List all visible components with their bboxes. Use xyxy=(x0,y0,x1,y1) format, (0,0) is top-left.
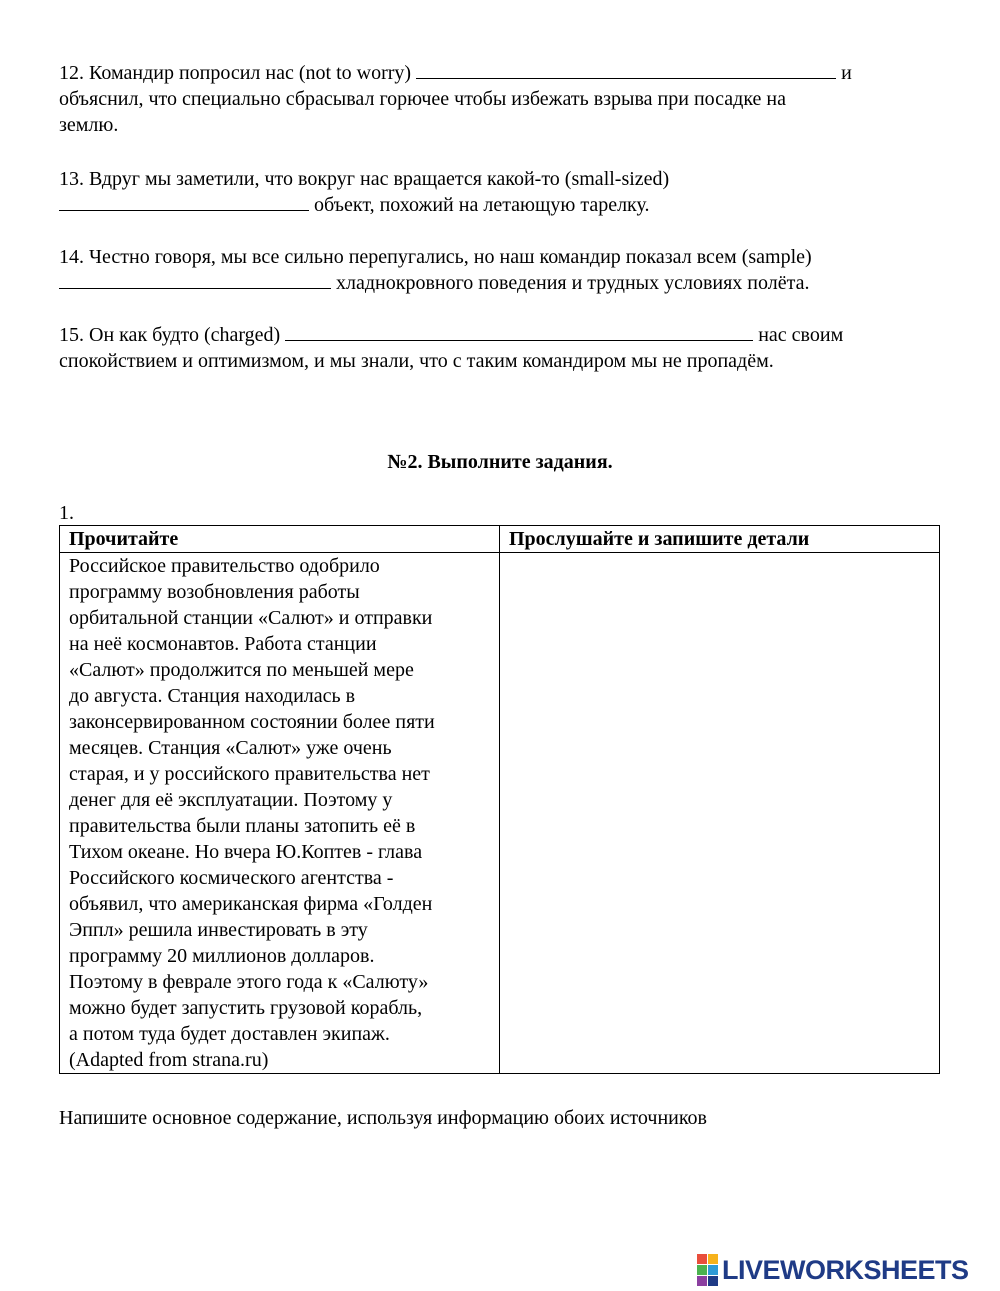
read-text-line: программу возобновления работы xyxy=(69,581,360,603)
read-text-line: Российское правительство одобрило xyxy=(69,555,380,577)
read-text-line: «Салют» продолжится по меньшей мере xyxy=(69,659,414,681)
question-13 xyxy=(59,166,939,218)
table-header-row xyxy=(60,526,940,553)
q14-answer-blank[interactable] xyxy=(59,270,331,289)
read-text-line: (Adapted from strana.ru) xyxy=(69,1049,269,1071)
read-text-line: можно будет запустить грузовой корабль, xyxy=(69,997,423,1019)
section-2-heading: №2. Выполните задания. xyxy=(387,451,613,473)
read-text-line: на неё космонавтов. Работа станции xyxy=(69,633,377,655)
q12-text-end: и xyxy=(836,62,852,84)
q15-answer-blank[interactable] xyxy=(285,322,753,341)
task-table xyxy=(59,525,940,1074)
read-text-cell xyxy=(60,553,500,1074)
header-read: Прочитайте xyxy=(60,526,500,553)
read-text-line: программу 20 миллионов долларов. xyxy=(69,945,375,967)
q14-text-end: хладнокровного поведения и трудных условиях полёта. xyxy=(331,272,810,294)
table-row xyxy=(60,553,940,1074)
read-text-line: Тихом океане. Но вчера Ю.Коптев - глава xyxy=(69,841,423,863)
q14-line-1: 14. Честно говоря, мы все сильно перепугались, но наш командир показал всем (sample) xyxy=(59,246,812,268)
read-text-line: до августа. Станция находилась в xyxy=(69,685,356,707)
read-text-line: Поэтому в феврале этого года к «Салюту» xyxy=(69,971,429,993)
q12-line-3: землю. xyxy=(59,114,119,136)
task-1-number: 1. xyxy=(59,502,74,524)
logo-cube xyxy=(697,1265,707,1275)
liveworksheets-logo xyxy=(697,1255,969,1285)
question-15 xyxy=(59,322,939,374)
logo-cubes-icon xyxy=(697,1254,718,1286)
read-text-line: старая, и у российского правительства нет xyxy=(69,763,430,785)
q15-text-end: нас своим xyxy=(753,324,844,346)
logo-cube xyxy=(708,1254,718,1264)
q13-text-end: объект, похожий на летающую тарелку. xyxy=(309,194,650,216)
read-text-line: денег для её эксплуатации. Поэтому у xyxy=(69,789,393,811)
q13-line-1: 13. Вдруг мы заметили, что вокруг нас вращается какой-то (small-sized) xyxy=(59,168,670,190)
q13-answer-blank[interactable] xyxy=(59,192,309,211)
read-text-line: Эппл» решила инвестировать в эту xyxy=(69,919,368,941)
q15-line-2: спокойствием и оптимизмом, и мы знали, что с таким командиром мы не пропадём. xyxy=(59,350,774,372)
read-text-line: правительства были планы затопить её в xyxy=(69,815,416,837)
question-14 xyxy=(59,244,939,296)
q12-text-start: 12. Командир попросил нас (not to worry) xyxy=(59,62,417,84)
summary-instruction: Напишите основное содержание, используя информацию обоих источников xyxy=(59,1107,707,1129)
listen-notes-cell[interactable] xyxy=(500,553,940,1074)
q12-answer-blank[interactable] xyxy=(416,60,836,79)
header-listen: Прослушайте и запишите детали xyxy=(500,526,940,553)
logo-cube xyxy=(708,1265,718,1275)
read-text xyxy=(69,553,499,1073)
q15-text-start: 15. Он как будто (charged) xyxy=(59,324,286,346)
logo-cube xyxy=(697,1254,707,1264)
read-text-line: Российского космического агентства - xyxy=(69,867,394,889)
logo-cube xyxy=(697,1276,707,1286)
read-text-line: объявил, что американская фирма «Голден xyxy=(69,893,433,915)
read-text-line: месяцев. Станция «Салют» уже очень xyxy=(69,737,392,759)
logo-wordmark: LIVEWORKSHEETS xyxy=(722,1255,969,1285)
q12-line-2: объяснил, что специально сбрасывал горючее чтобы избежать взрыва при посадке на xyxy=(59,88,787,110)
question-12 xyxy=(59,60,939,138)
read-text-line: законсервированном состоянии более пяти xyxy=(69,711,435,733)
read-text-line: орбитальной станции «Салют» и отправки xyxy=(69,607,433,629)
read-text-line: а потом туда будет доставлен экипаж. xyxy=(69,1023,390,1045)
logo-cube xyxy=(708,1276,718,1286)
